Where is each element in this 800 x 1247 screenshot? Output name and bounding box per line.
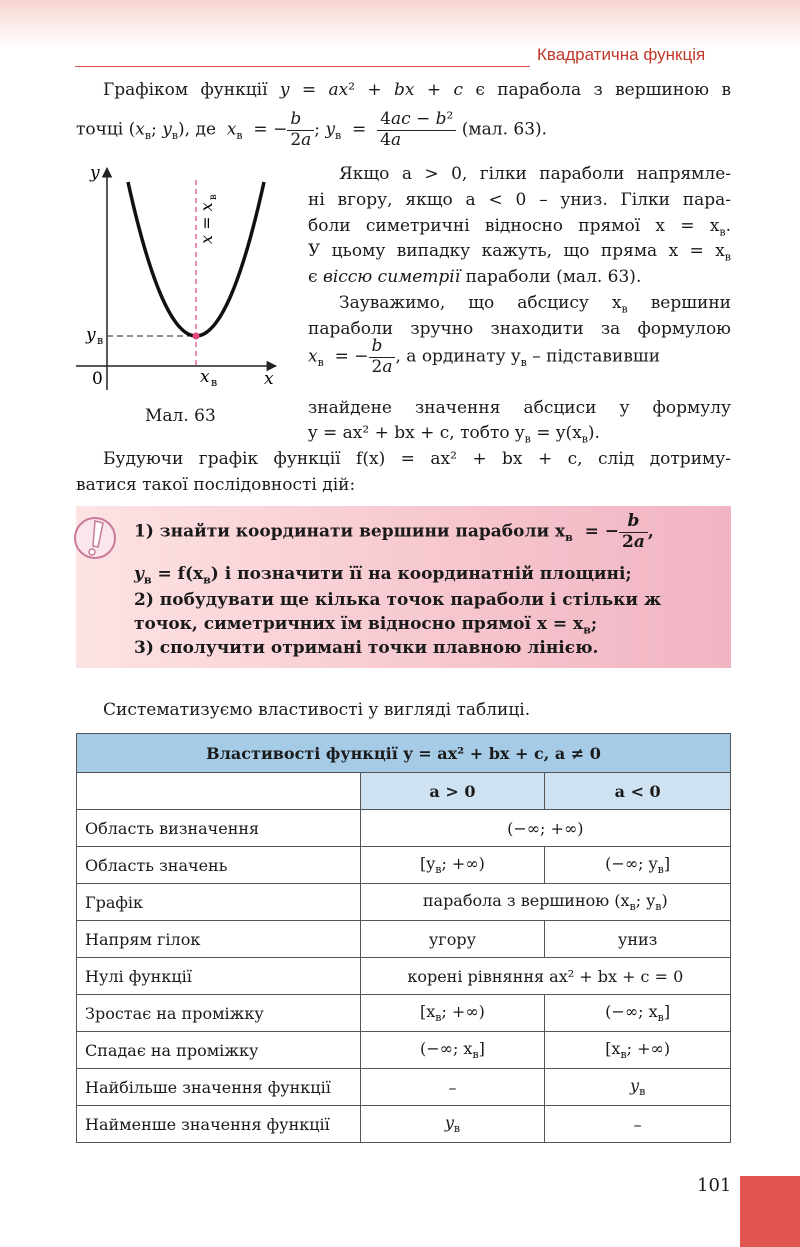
- table-row: [77, 1032, 731, 1069]
- text: точок, симетричних їм відносно прямої x = x: [134, 614, 584, 634]
- table-empty-header: [77, 773, 361, 810]
- page-number: 101: [697, 1175, 732, 1196]
- row-label: Область визначення: [77, 810, 361, 847]
- row-value-negative: [$x_в$; +∞): [545, 1032, 731, 1069]
- symmetry-label: x = x: [197, 202, 216, 244]
- row-value-negative: (−∞; $x_в$]: [545, 995, 731, 1032]
- formula-fraction: $\frac{\text{4ac − b²}}{4a}$: [377, 110, 456, 150]
- row-value-positive: [$y_в$; +∞): [360, 847, 545, 884]
- text: (−∞; x: [419, 1038, 473, 1058]
- page-top-band: [0, 0, 800, 48]
- header-rule: [75, 66, 530, 67]
- text: = f(x: [157, 564, 204, 584]
- text: – підставивши: [532, 346, 661, 367]
- rule-line-3: 2) побудувати ще кілька точок параболи і стільки ж: [134, 590, 662, 610]
- text: ) і позначити її на координатній площині;: [210, 564, 632, 584]
- row-label: Спадає на проміжку: [77, 1032, 361, 1069]
- text: У цьому випадку кажуть, що пряма x = x: [308, 241, 725, 261]
- text: ]: [663, 853, 671, 873]
- table-row: [77, 921, 731, 958]
- row-value-negative: –: [545, 1106, 731, 1143]
- side-line-3: боли симетричні відносно прямої $x = x_в$.: [308, 216, 731, 239]
- text: [x: [419, 1001, 436, 1021]
- rule-line-2: $y_в = f(x_в)$ і позначити її на координатній площині;: [134, 564, 632, 587]
- side-line-1: Якщо a > 0, гілки параболи напрямле-: [339, 164, 731, 184]
- text: (−∞; y: [605, 853, 658, 873]
- row-value-negative: (−∞; $y_в$]: [545, 847, 731, 884]
- text: = y(x: [536, 423, 582, 443]
- text: [y: [419, 853, 436, 873]
- text: ; +∞): [441, 1001, 485, 1021]
- rule-line-5: 3) сполучити отримані точки плавною лінією.: [134, 638, 599, 658]
- body-line-1: Будуючи графік функції f(x) = ax² + bx + c, слід дотриму-: [103, 449, 731, 469]
- text: ).: [587, 423, 600, 443]
- text: , а ординату y: [395, 346, 521, 367]
- text: ): [661, 890, 668, 910]
- row-value-positive: $y_в$: [360, 1106, 545, 1143]
- text: ; y: [635, 890, 656, 910]
- parabola-figure: [76, 158, 291, 398]
- figure-caption: Мал. 63: [145, 406, 216, 426]
- text: вершини: [650, 293, 731, 313]
- table-row: [77, 884, 731, 921]
- row-label: Нулі функції: [77, 958, 361, 995]
- table-title: Властивості функції y = ax² + bx + c, a ≠ 0: [77, 734, 731, 773]
- section-title: Квадратична функція: [537, 45, 706, 64]
- text: ]: [663, 1001, 671, 1021]
- text: боли симетричні відносно прямої x = x: [308, 216, 720, 236]
- text: параболи (мал. 63).: [465, 267, 642, 287]
- text: є: [308, 267, 318, 287]
- xv-label: x: [200, 367, 210, 387]
- paragraph-1-line-1: Графіком функції y = ax² + bx + c є парабола з вершиною в: [103, 80, 732, 100]
- table-row: [77, 847, 731, 884]
- text: (−∞; x: [605, 1001, 658, 1021]
- text: x: [308, 346, 318, 367]
- rule-line-4: точок, симетричних їм відносно прямої $x = x_в$;: [134, 614, 598, 637]
- text: Графіком функції: [103, 80, 268, 100]
- parabola-curve: [128, 182, 264, 336]
- origin-label: 0: [92, 369, 103, 389]
- symmetry-sub: в: [208, 194, 219, 200]
- paragraph-1-line-2: точці ($x_в$; $y_в$), де $x_в$ = − $\frac{b}{2a}$ ; $y_в$ = $\frac{\text{4ac − b²}}{4a}$ (мал. 63).: [76, 109, 548, 150]
- side-line-4: У цьому випадку кажуть, що пряма $x = x_в$: [308, 241, 731, 264]
- text: (мал. 63).: [461, 119, 548, 140]
- row-label: Зростає на проміжку: [77, 995, 361, 1032]
- side-line-10: y = ax² + bx + c, тобто $y_в = y(x_в)$.: [308, 423, 600, 446]
- text: y: [444, 1112, 454, 1132]
- formula-fraction: $\frac{b}{2a}$: [619, 512, 648, 552]
- table-row: [77, 995, 731, 1032]
- text: точці (: [76, 119, 136, 140]
- emphasis-text: віссю симетрії: [322, 267, 461, 287]
- row-label: Графік: [77, 884, 361, 921]
- xv-sub: в: [211, 376, 218, 389]
- exclamation-icon: [73, 513, 123, 563]
- table-row: [77, 1069, 731, 1106]
- text: ]: [478, 1038, 485, 1058]
- row-label: Напрям гілок: [77, 921, 361, 958]
- row-value-negative: униз: [545, 921, 731, 958]
- x-axis-label: x: [264, 369, 274, 389]
- table-row: [77, 958, 731, 995]
- yv-sub: в: [97, 334, 104, 347]
- side-line-6: Зауважимо, що абсцису $x_в$ вершини: [339, 293, 731, 316]
- row-label: Найбільше значення функції: [77, 1069, 361, 1106]
- row-value-positive: [$x_в$; +∞): [360, 995, 545, 1032]
- row-label: Область значень: [77, 847, 361, 884]
- text: парабола з вершиною (x: [422, 890, 630, 910]
- row-value-positive: (−∞; $x_в$]: [360, 1032, 545, 1069]
- text: y: [134, 564, 144, 584]
- row-label: Найменше значення функції: [77, 1106, 361, 1143]
- row-value-positive: –: [360, 1069, 545, 1106]
- side-line-7: параболи зручно знаходити за формулою: [308, 319, 731, 339]
- row-value: (−∞; +∞): [360, 810, 730, 847]
- yv-label: y: [86, 325, 96, 345]
- text: ), де: [178, 119, 217, 140]
- side-line-9: знайдене значення абсциси у формулу: [308, 398, 731, 418]
- properties-table: [76, 733, 731, 1143]
- row-value-negative: $y_в$: [545, 1069, 731, 1106]
- row-value: парабола з вершиною ($x_в$; $y_в$): [360, 884, 730, 921]
- side-line-2: ні вгору, якщо a < 0 – униз. Гілки пара-: [308, 190, 731, 210]
- page-corner-tab: [740, 1176, 800, 1247]
- text: y: [630, 1075, 640, 1095]
- row-value: корені рівняння ax² + bx + c = 0: [360, 958, 730, 995]
- formula-fraction: $\frac{b}{2a}$: [369, 337, 396, 377]
- column-a-positive: a > 0: [360, 773, 545, 810]
- table-row: [77, 1106, 731, 1143]
- formula-fraction: $\frac{b}{2a}$: [287, 110, 314, 150]
- body-line-2: ватися такої послідовності дій:: [76, 475, 356, 495]
- table-row: [77, 810, 731, 847]
- column-a-negative: a < 0: [545, 773, 731, 810]
- row-value-positive: угору: [360, 921, 545, 958]
- table-intro: Систематизуємо властивості у вигляді таблиці.: [103, 700, 531, 720]
- text: є парабола з вершиною в: [475, 80, 732, 100]
- side-line-5: [308, 264, 641, 290]
- text: ; +∞): [626, 1038, 671, 1058]
- rule-line-1: 1) знайти координати вершини параболи $x_в$ = − $\frac{b}{2a}$ ,: [134, 511, 654, 552]
- side-line-8: $x_в$ = − $\frac{b}{2a}$ , а ординату $y_в$ – підставивши: [308, 336, 661, 377]
- y-axis-label: y: [90, 163, 100, 183]
- vertex-point: [193, 333, 200, 340]
- text: y = ax² + bx + c, тобто y: [308, 423, 525, 443]
- text: ; +∞): [441, 853, 485, 873]
- text: Зауважимо, що абсцису x: [339, 293, 622, 313]
- text: [x: [605, 1038, 621, 1058]
- text: 1) знайти координати вершини параболи x: [134, 521, 566, 542]
